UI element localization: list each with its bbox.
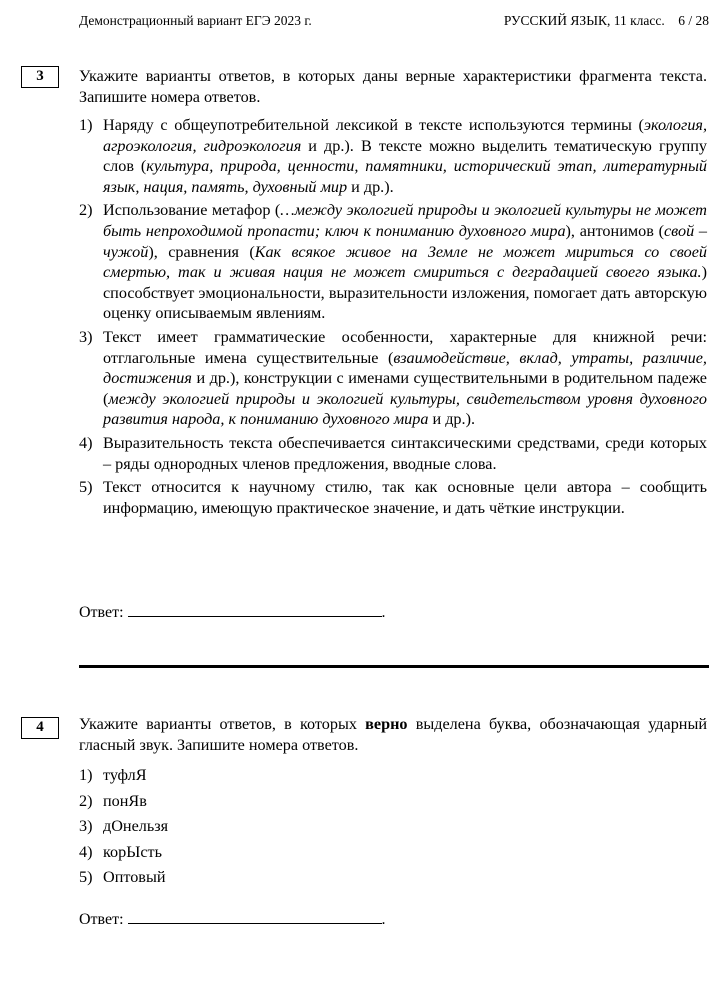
option-word: туфлЯ [103,766,147,784]
option-text-italic: свой – чужой [103,221,708,261]
option-number: 1) [79,766,93,784]
option-text: и др.). [347,177,394,196]
task-3-answer-label: Ответ: [79,604,124,621]
option-text: и др.). В тексте можно выделить тематическую группу слов ( [103,136,707,176]
option-text: и др.). [428,410,476,429]
task-4-option-2 [79,791,707,812]
option-number: 1) [79,116,93,134]
task-4-answer-label: Ответ: [79,911,124,928]
option-word: понЯв [103,791,147,810]
task-4-answer-end: . [381,911,386,928]
option-word: корЫсть [103,842,162,861]
option-text: ), антонимов ( [565,221,664,240]
option-text-italic: культура, природа, ценности, памятники, исторический этап, литературный язык, нация, память, духовный мир [103,157,707,196]
option-number: 5) [79,478,93,497]
task-4-prompt-after: выделена буква, обозначающая ударный гласный звук. Запишите номера ответов. [79,715,707,754]
option-number: 2) [79,201,93,220]
task-4-option-3 [79,816,707,837]
option-number: 2) [79,791,93,810]
task-3-option-3 [79,327,707,430]
option-text: ), сравнения ( [148,242,255,261]
task-3-option-5 [79,477,707,518]
option-word: Оптовый [103,868,166,887]
task-4-option-1 [79,765,707,786]
option-number: 3) [79,817,93,836]
task-4-prompt-bold: верно [365,715,408,733]
task-4-prompt-before: Укажите варианты ответов, в которых [79,715,366,733]
task-3-prompt: Укажите варианты ответов, в которых даны верные характеристики фрагмента текста. Запишите номера ответов. [79,67,707,106]
task-4-answer-field[interactable] [128,910,382,924]
option-text-italic: между экологией природы и экологией культуры, свидетельством уровня духовного развития народа, к пониманию духовного мира [103,389,707,429]
option-text: Текст относится к научному стилю, так как основные цели автора – сообщить информацию, имеющую практическое значение, и дать чёткие инструкции. [103,478,707,517]
option-text-italic: взаимодействие, вклад, утраты, различие, достижения [103,348,707,388]
option-number: 4) [79,842,93,861]
option-text: ) способствует эмоциональности, выразительности изложения, помогает дать авторскую оценку описываемым явлениям. [103,263,707,323]
header-left: Демонстрационный вариант ЕГЭ 2023 г. [79,13,312,28]
option-text-italic: экология, агроэкология, гидроэкология [103,116,707,155]
option-number: 3) [79,327,93,346]
task-3-answer-field[interactable] [128,603,382,617]
task-3-option-2 [79,200,707,324]
option-text: Наряду с общеупотребительной лексикой в тексте используются термины ( [103,116,644,134]
task-3-options [79,115,707,521]
task-3-option-1 [79,115,707,197]
option-text: Выразительность текста обеспечивается синтаксическими средствами, среди которых – ряды однородных членов предложения, вводные слова. [103,433,707,473]
option-text-italic: …между экологией природы и экологией культуры не может быть непроходимой пропасти; ключ к пониманию духовного мира [103,201,707,240]
option-number: 4) [79,433,93,452]
header-right: РУССКИЙ ЯЗЫК, 11 класс. 6 / 28 [503,13,709,28]
section-divider [79,665,709,668]
task-4-option-5 [79,867,707,888]
task-4-answer [79,910,386,929]
option-text: и др.), конструкции с именами существительными в родительном падеже ( [103,369,707,408]
task-4-number: 4 [21,717,59,739]
task-3-number: 3 [21,66,59,88]
option-text: Использование метафор ( [103,201,281,220]
option-number: 5) [79,868,93,887]
option-text: Текст имеет грамматические особенности, характерные для книжной речи: отглагольные имена существительные ( [103,327,707,367]
option-text-italic: Как всякое живое на Земле не может мириться со своей смертью, так и живая нация не может смириться с деградацией своего языка. [103,242,707,282]
task-4-options [79,765,707,893]
option-word: дОнельзя [103,817,169,836]
task-4-option-4 [79,842,707,863]
task-4-prompt [79,714,707,755]
task-3-answer [79,603,386,622]
task-3-option-4 [79,433,707,474]
task-3-answer-end: . [381,604,386,621]
